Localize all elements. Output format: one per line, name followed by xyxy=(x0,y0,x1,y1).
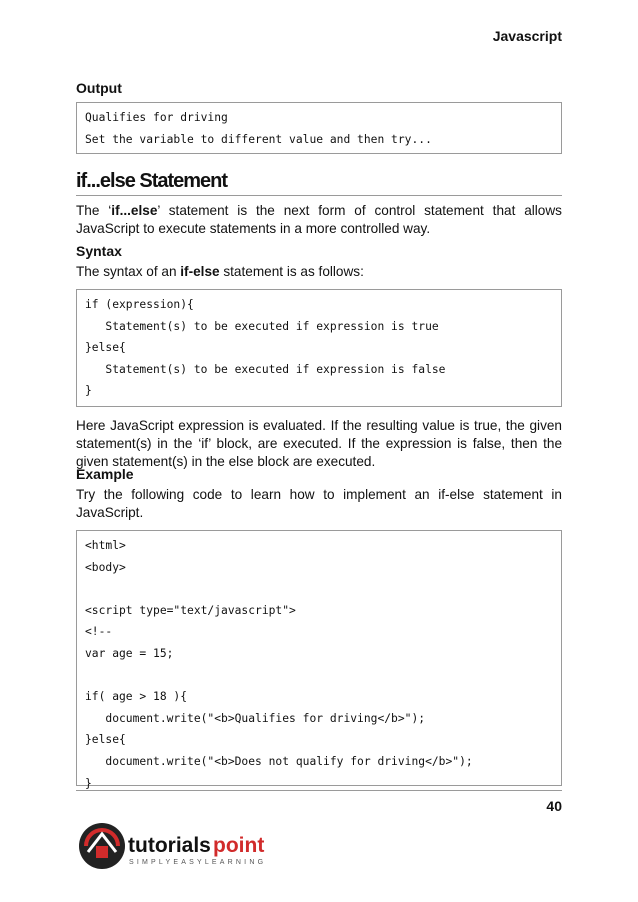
syntax-desc-text: The syntax of an xyxy=(76,264,181,279)
ifelse-section xyxy=(76,170,562,238)
output-line: Set the variable to different value and then try... xyxy=(85,132,432,146)
code-line: document.write("<b>Qualifies for driving</b>"); xyxy=(85,711,426,725)
section-intro xyxy=(76,202,562,238)
code-line: if (expression){ xyxy=(85,298,194,311)
example-section xyxy=(76,466,562,790)
intro-text: ’ statement is the next form of control statement that allows JavaScript to execute statements in a more controlled way. xyxy=(76,203,562,236)
code-line: <html> xyxy=(85,539,126,552)
example-heading: Example xyxy=(76,466,134,482)
svg-text:tutorials: tutorials xyxy=(128,834,211,857)
code-line: <!-- xyxy=(85,625,113,639)
page-number: 40 xyxy=(546,798,562,814)
syntax-section xyxy=(76,243,562,471)
intro-text: The ‘ xyxy=(76,203,112,218)
code-line xyxy=(85,665,553,687)
output-section xyxy=(76,80,562,154)
syntax-desc xyxy=(76,263,562,281)
syntax-keyword: if-else xyxy=(180,264,220,279)
output-heading: Output xyxy=(76,80,122,96)
section-title: if...else Statement xyxy=(76,170,562,196)
code-line: Statement(s) to be executed if expression is false xyxy=(85,362,446,376)
syntax-desc-text: statement is as follows: xyxy=(219,264,364,279)
code-line: if( age > 18 ){ xyxy=(85,690,188,704)
tutorialspoint-logo xyxy=(76,816,276,878)
logo-icon xyxy=(76,816,276,878)
code-line: <script type="text/javascript"> xyxy=(85,603,296,617)
code-line: Statement(s) to be executed if expression is true xyxy=(85,319,439,333)
syntax-explanation: Here JavaScript expression is evaluated. If the resulting value is true, the given statement(s) in the ‘if’ block, are executed. If the expression is false, then the given statement(s) in the else block are executed. xyxy=(76,418,562,469)
example-code-box xyxy=(76,530,562,790)
syntax-code-box xyxy=(76,289,562,407)
footer-divider xyxy=(76,790,562,791)
output-box xyxy=(76,102,562,154)
page-header-title: Javascript xyxy=(492,28,562,44)
svg-text:point: point xyxy=(213,834,265,857)
code-line: } xyxy=(85,776,92,790)
code-line: var age = 15; xyxy=(85,646,174,660)
code-line: } xyxy=(85,384,92,398)
code-line: }else{ xyxy=(85,341,126,355)
code-line: }else{ xyxy=(85,733,126,747)
syntax-heading: Syntax xyxy=(76,243,122,259)
code-line: <body> xyxy=(85,560,126,574)
output-line: Qualifies for driving xyxy=(85,111,228,124)
intro-keyword: if...else xyxy=(111,203,158,218)
code-line xyxy=(85,578,553,600)
svg-text:SIMPLYEASYLEARNING: SIMPLYEASYLEARNING xyxy=(129,859,267,866)
example-desc: Try the following code to learn how to implement an if-else statement in JavaScript. xyxy=(76,487,562,520)
code-line: document.write("<b>Does not qualify for driving</b>"); xyxy=(85,754,473,768)
